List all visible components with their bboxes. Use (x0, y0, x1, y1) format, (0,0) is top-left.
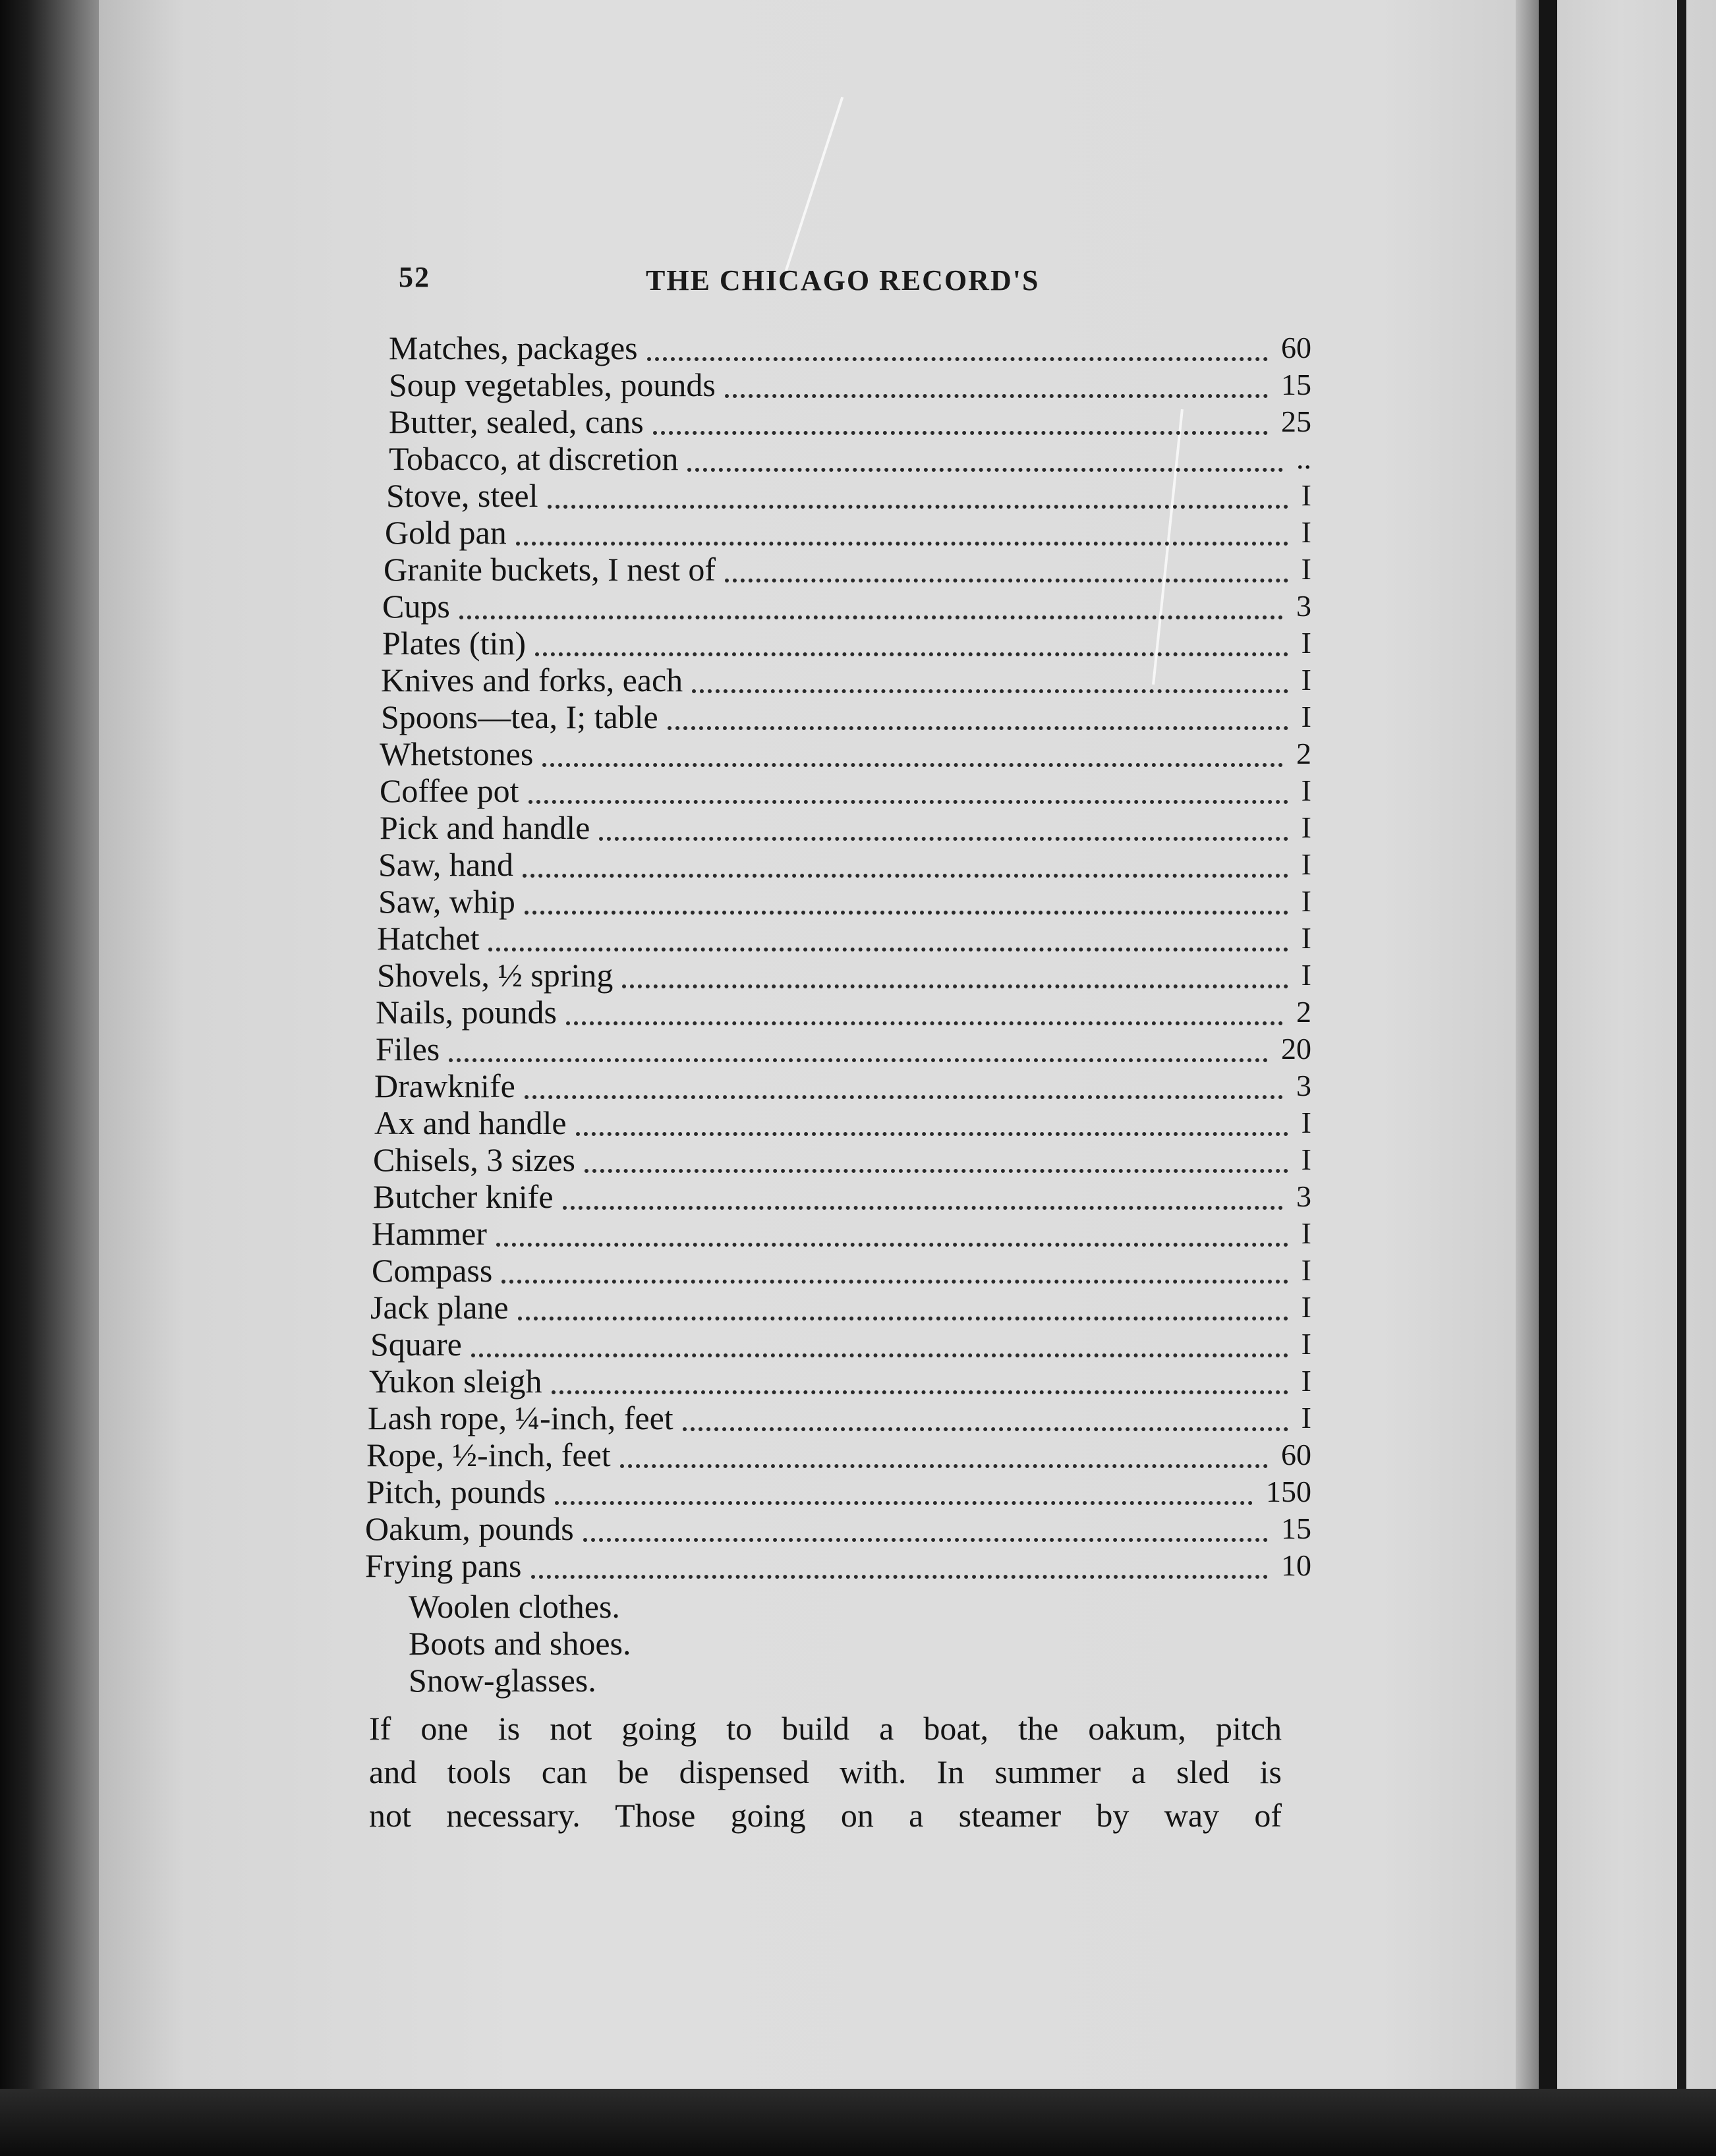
leader-dots (518, 1311, 1288, 1320)
leader-dots (585, 1164, 1288, 1173)
list-item-label: Stove, steel (386, 477, 538, 514)
supply-list (365, 329, 1311, 1584)
list-item-label: Saw, hand (378, 846, 514, 883)
leader-dots (552, 1385, 1288, 1394)
leader-dots (449, 1053, 1268, 1062)
list-item-quantity: I (1301, 700, 1311, 733)
list-item-label: Drawknife (374, 1067, 515, 1104)
list-item-quantity: 3 (1296, 589, 1311, 623)
leader-dots (459, 610, 1283, 619)
list-item (380, 809, 1311, 846)
leader-dots (620, 1459, 1268, 1468)
list-item-label: Knives and forks, each (381, 662, 683, 698)
list-item (374, 1067, 1311, 1104)
list-item-label: Files (376, 1031, 440, 1067)
leader-dots (725, 389, 1268, 398)
clothing-list (409, 1588, 631, 1699)
leader-dots (687, 463, 1283, 472)
facing-page-edge (1557, 0, 1716, 2128)
list-item (366, 1436, 1311, 1473)
list-item (369, 1363, 1311, 1400)
list-item (386, 477, 1311, 514)
leader-dots (542, 758, 1283, 767)
list-item (372, 1252, 1311, 1289)
list-item-label: Butter, sealed, cans (389, 403, 644, 440)
paragraph-line: If one is not going to build a boat, the oakum, pitch (369, 1710, 1282, 1747)
list-item-quantity: I (1301, 1216, 1311, 1250)
list-item-label: Oakum, pounds (365, 1510, 574, 1547)
list-item (389, 403, 1311, 440)
leader-dots (668, 721, 1288, 730)
body-paragraph (369, 1707, 1282, 1837)
list-item-label: Saw, whip (378, 883, 515, 920)
list-item-quantity: 3 (1296, 1069, 1311, 1102)
list-item-quantity: I (1301, 515, 1311, 549)
list-item-label: Frying pans (365, 1547, 522, 1584)
list-item-quantity: I (1301, 847, 1311, 881)
leader-dots (531, 1570, 1269, 1579)
list-item-quantity: 10 (1281, 1548, 1311, 1582)
list-item (366, 1473, 1311, 1510)
list-item-quantity: 15 (1281, 368, 1311, 401)
leader-dots (548, 499, 1288, 509)
list-item (389, 329, 1311, 366)
list-item-quantity: I (1301, 552, 1311, 586)
list-item-quantity: 2 (1296, 737, 1311, 770)
leader-dots (516, 536, 1288, 546)
leader-dots (488, 942, 1288, 951)
scan-bottom-edge (0, 2089, 1716, 2156)
list-item (382, 625, 1311, 662)
list-item-quantity: I (1301, 958, 1311, 992)
list-item (385, 514, 1311, 551)
list-item (373, 1141, 1311, 1178)
list-item-quantity: I (1301, 626, 1311, 660)
leader-dots (523, 868, 1288, 878)
list-item (376, 994, 1311, 1031)
list-item-label: Granite buckets, I nest of (384, 551, 716, 588)
list-item (365, 1510, 1311, 1547)
list-item-label: Gold pan (385, 514, 507, 551)
list-item-label: Plates (tin) (382, 625, 527, 662)
page-header (399, 260, 1084, 306)
leader-dots (501, 1274, 1288, 1284)
list-item-label: Jack plane (370, 1289, 509, 1326)
list-item-quantity: I (1301, 1106, 1311, 1139)
list-item (365, 1547, 1311, 1584)
leader-dots (535, 647, 1288, 656)
list-item-label: Lash rope, ¼-inch, feet (368, 1400, 673, 1436)
list-item-label: Compass (372, 1252, 493, 1289)
leader-dots (653, 426, 1268, 435)
running-head: THE CHICAGO RECORD'S (646, 264, 1040, 297)
list-item-label: Matches, packages (389, 329, 638, 366)
list-item (384, 551, 1311, 588)
list-item-quantity: I (1301, 1327, 1311, 1361)
clothing-item: Boots and shoes. (409, 1625, 631, 1662)
list-item-quantity: I (1301, 1143, 1311, 1176)
list-item-label: Square (370, 1326, 462, 1363)
list-item (374, 1104, 1311, 1141)
list-item-label: Soup vegetables, pounds (389, 366, 716, 403)
list-item (380, 735, 1311, 772)
list-item (372, 1215, 1311, 1252)
leader-dots (599, 832, 1288, 841)
list-item (381, 662, 1311, 698)
list-item-quantity: 60 (1281, 331, 1311, 364)
list-item-label: Ax and handle (374, 1104, 567, 1141)
list-item-quantity: I (1301, 810, 1311, 844)
list-item (382, 588, 1311, 625)
paragraph-line: not necessary. Those going on a steamer by way of (369, 1797, 1282, 1834)
list-item-label: Spoons—tea, I; table (381, 698, 658, 735)
list-item-label: Butcher knife (373, 1178, 554, 1215)
leader-dots (555, 1496, 1253, 1505)
leader-dots (683, 1422, 1288, 1431)
list-item-label: Shovels, ½ spring (377, 957, 614, 994)
list-item-quantity: I (1301, 774, 1311, 807)
list-item-label: Hammer (372, 1215, 487, 1252)
list-item-quantity: I (1301, 884, 1311, 918)
list-item-quantity: .. (1296, 441, 1311, 475)
list-item-quantity: 60 (1281, 1438, 1311, 1471)
leader-dots (576, 1127, 1288, 1136)
list-item-label: Cups (382, 588, 450, 625)
list-item-quantity: I (1301, 1253, 1311, 1287)
list-item-label: Nails, pounds (376, 994, 557, 1031)
leader-dots (566, 1016, 1283, 1025)
list-item (389, 440, 1311, 477)
list-item-quantity: I (1301, 1401, 1311, 1434)
list-item-label: Pick and handle (380, 809, 590, 846)
list-item-quantity: 25 (1281, 405, 1311, 438)
list-item (370, 1326, 1311, 1363)
page-gutter-shadow (1516, 0, 1542, 2128)
list-item (368, 1400, 1311, 1436)
list-item-quantity: 150 (1266, 1475, 1311, 1508)
list-item (376, 1031, 1311, 1067)
leader-dots (529, 795, 1288, 804)
list-item (370, 1289, 1311, 1326)
list-item-label: Rope, ½-inch, feet (366, 1436, 611, 1473)
paragraph-line: and tools can be dispensed with. In summer a sled is (369, 1753, 1282, 1790)
leader-dots (692, 684, 1288, 693)
leader-dots (563, 1201, 1283, 1210)
list-item-label: Yukon sleigh (369, 1363, 542, 1400)
list-item (378, 846, 1311, 883)
list-item-quantity: I (1301, 1290, 1311, 1324)
list-item (378, 883, 1311, 920)
list-item (380, 772, 1311, 809)
list-item-quantity: 2 (1296, 995, 1311, 1029)
page-number: 52 (399, 261, 430, 293)
list-item-quantity: I (1301, 1364, 1311, 1398)
list-item-quantity: 20 (1281, 1032, 1311, 1065)
list-item-quantity: I (1301, 921, 1311, 955)
list-item-quantity: I (1301, 478, 1311, 512)
leader-dots (471, 1348, 1288, 1357)
leader-dots (525, 1090, 1283, 1099)
list-item-label: Coffee pot (380, 772, 519, 809)
list-item (381, 698, 1311, 735)
list-item-label: Hatchet (377, 920, 480, 957)
list-item (389, 366, 1311, 403)
list-item (373, 1178, 1311, 1215)
clothing-item: Woolen clothes. (409, 1588, 620, 1625)
list-item (377, 957, 1311, 994)
leader-dots (647, 352, 1268, 361)
leader-dots (583, 1533, 1268, 1542)
list-item-label: Chisels, 3 sizes (373, 1141, 575, 1178)
gutter-line (1539, 0, 1557, 2128)
list-item-label: Whetstones (380, 735, 534, 772)
list-item-quantity: 15 (1281, 1512, 1311, 1545)
leader-dots (525, 905, 1288, 915)
leader-dots (725, 573, 1288, 582)
leader-dots (622, 979, 1288, 988)
clothing-item: Snow-glasses. (409, 1662, 596, 1699)
list-item-label: Pitch, pounds (366, 1473, 546, 1510)
list-item-quantity: I (1301, 663, 1311, 696)
list-item-label: Tobacco, at discretion (389, 440, 679, 477)
facing-page-rule (1677, 0, 1686, 2128)
leader-dots (496, 1237, 1288, 1247)
list-item-quantity: 3 (1296, 1179, 1311, 1213)
list-item (377, 920, 1311, 957)
